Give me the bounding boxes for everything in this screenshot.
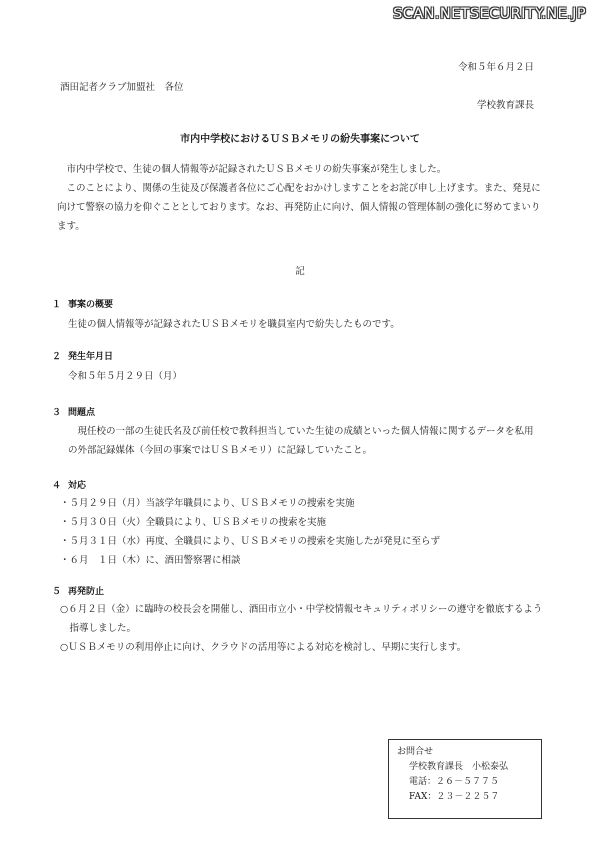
contact-box	[388, 739, 542, 819]
section-2-line-1: 令和５年５月２９日（月）	[68, 371, 183, 382]
intro-line-2: このことにより、関係の生徒及び保護者各位にご心配をおかけしますことをお詫び申し上げます。また、発見に向けて警察の協力を仰ぐこととしております。なお、再発防止に向け、個人情報の管理体制の強化に努めてまいります。	[57, 183, 541, 232]
section-1-line-1: 生徒の個人情報等が記録されたＵＳＢメモリを職員室内で紛失したものです。	[68, 319, 400, 330]
section-3-title: 問題点	[68, 408, 96, 418]
sender: 学校教育課長	[476, 100, 534, 111]
section-2-number: ２	[52, 352, 62, 362]
section-3-number: ３	[52, 408, 62, 418]
contact-phone: 電話：２６－５７７５	[409, 777, 500, 787]
section-2-title: 発生年月日	[68, 352, 114, 362]
contact-fax: FAX：２３－２２５７	[409, 792, 500, 802]
section-5-body	[60, 600, 548, 657]
section-5-line-2: ○ＵＳＢメモリの利用停止に向け、クラウドの活用等による対応を検討し、早期に実行します。	[60, 642, 467, 653]
section-5-line-1: ○６月２日（金）に臨時の校長会を開催し、酒田市立小・中学校情報セキュリティポリシーの遵守を徹底するよう指導しました。	[60, 604, 543, 634]
intro-line-1: 市内中学校で、生徒の個人情報等が記録されたＵＳＢメモリの紛失事案が発生しました。	[66, 164, 447, 175]
section-3-heading	[52, 405, 95, 418]
section-2-body	[68, 367, 540, 386]
section-4-line-4: ・６月 １日（木）に、酒田警察署に相談	[60, 555, 241, 566]
section-4-line-2: ・５月３０日（火）全職員により、ＵＳＢメモリの捜索を実施	[60, 517, 327, 528]
section-4-title: 対応	[68, 481, 87, 491]
section-4-heading	[52, 478, 86, 491]
section-5-heading	[52, 584, 104, 597]
section-1-title: 事案の概要	[68, 300, 114, 310]
intro-paragraph	[57, 160, 547, 236]
section-5-number: ５	[52, 587, 62, 597]
section-4-line-1: ・５月２９日（月）当該学年職員により、ＵＳＢメモリの捜索を実施	[60, 498, 355, 509]
ki-marker: 記	[295, 266, 305, 277]
section-4-body	[60, 494, 532, 570]
document-title: 市内中学校におけるＵＳＢメモリの紛失事案について	[180, 134, 420, 145]
section-2-heading	[52, 349, 113, 362]
section-1-number: １	[52, 300, 62, 310]
section-4-line-3: ・５月３１日（水）再度、全職員により、ＵＳＢメモリの捜索を実施したが発見に至らず	[60, 536, 441, 547]
watermark: SCAN.NETSECURITY.NE.JP	[393, 6, 586, 22]
document-date: 令和５年６月２日	[457, 62, 534, 73]
section-1-heading	[52, 297, 113, 310]
section-3-body	[68, 422, 540, 460]
section-5-title: 再発防止	[68, 587, 105, 597]
section-4-number: ４	[52, 481, 62, 491]
contact-heading: お問合せ	[397, 747, 434, 757]
contact-person: 学校教育課長 小松泰弘	[409, 762, 509, 772]
section-3-line-1: 現任校の一部の生徒氏名及び前任校で教科担当していた生徒の成績といった個人情報に関するデータを私用の外部記録媒体（今回の事案ではＵＳＢメモリ）に記録していたこと。	[68, 426, 534, 456]
addressee: 酒田記者クラブ加盟社 各位	[60, 82, 184, 93]
section-1-body	[68, 315, 540, 334]
